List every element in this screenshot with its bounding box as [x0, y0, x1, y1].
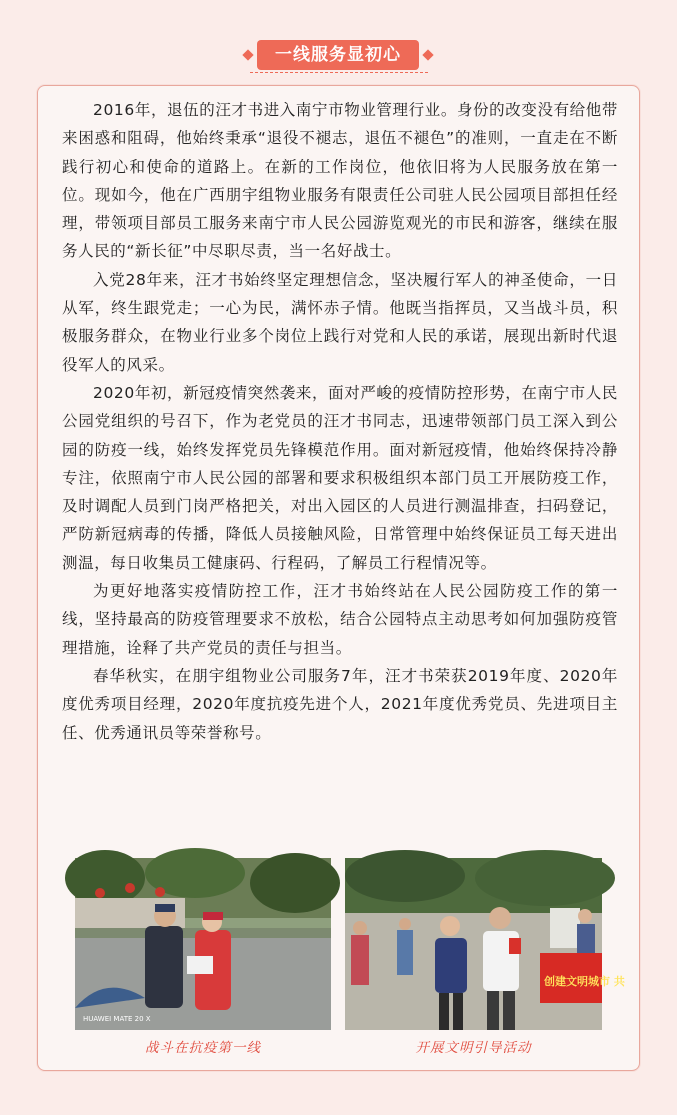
photo-civilization-guidance [345, 858, 625, 1030]
title-underline [250, 72, 428, 73]
photo-watermark: HUAWEI MATE 20 X [83, 1015, 151, 1023]
photo-fighting-frontline [75, 858, 331, 1030]
paragraph: 2020年初，新冠疫情突然袭来，面对严峻的疫情防控形势，在南宁市人民公园党组织的号召下，作为老党员的汪才书同志，迅速带领部门员工深入到公园的防疫一线，始终发挥党员先锋模范作用。面对新冠疫情，他始终保持冷静专注，依照南宁市人民公园的部署和要求积极组织本部门员工开展防疫工作，及时调配人员到门岗严格把关，对出入园区的人员进行测温排查，扫码登记，严防新冠病毒的传播，降低人员接触风险，日常管理中始终保证员工每天进出测温，每日收集员工健康码、行程码，了解员工行程情况等。 [62, 383, 618, 572]
paragraph: 2016年，退伍的汪才书进入南宁市物业管理行业。身份的改变没有给他带来困惑和阻碍，他始终秉承“退役不褪志，退伍不褪色”的准则，一直走在不断践行初心和使命的道路上。在新的工作岗位，他依旧将为人民服务放在第一位。现如今，他在广西朋宇组物业服务有限责任公司驻人民公园项目部担任经理，带领项目部员工服务来南宁市人民公园游览观光的市民和游客，继续在服务人民的“新长征”中尽职尽责，当一名好战士。 [62, 101, 618, 261]
photo-caption: 开展文明引导活动 [415, 1040, 532, 1056]
diamond-ornament-icon [422, 49, 433, 60]
banner-text: 创建文明城市 共 [544, 975, 625, 988]
diamond-ornament-icon [242, 49, 253, 60]
article-body [62, 96, 618, 747]
paragraph: 为更好地落实疫情防控工作，汪才书始终站在人民公园防疫工作的第一线，坚持最高的防疫管理要求不放松，结合公园特点主动思考如何加强防疫管理措施，诠释了共产党员的责任与担当。 [62, 582, 618, 657]
article-card [37, 85, 640, 1071]
section-header [0, 40, 677, 74]
photo-caption: 战斗在抗疫第一线 [145, 1040, 261, 1056]
section-title: 一线服务显初心 [257, 40, 419, 70]
paragraph: 春华秋实，在朋宇组物业公司服务7年，汪才书荣获2019年度、2020年度优秀项目经理，2020年度抗疫先进个人，2021年度优秀党员、先进项目主任、优秀通讯员等荣誉称号。 [62, 666, 618, 742]
paragraph: 入党28年来，汪才书始终坚定理想信念，坚决履行军人的神圣使命，一日从军，终生跟党走；一心为民，满怀赤子情。他既当指挥员，又当战斗员，积极服务群众，在物业行业多个岗位上践行对党和人民的承诺，展现出新时代退役军人的风采。 [62, 270, 618, 374]
